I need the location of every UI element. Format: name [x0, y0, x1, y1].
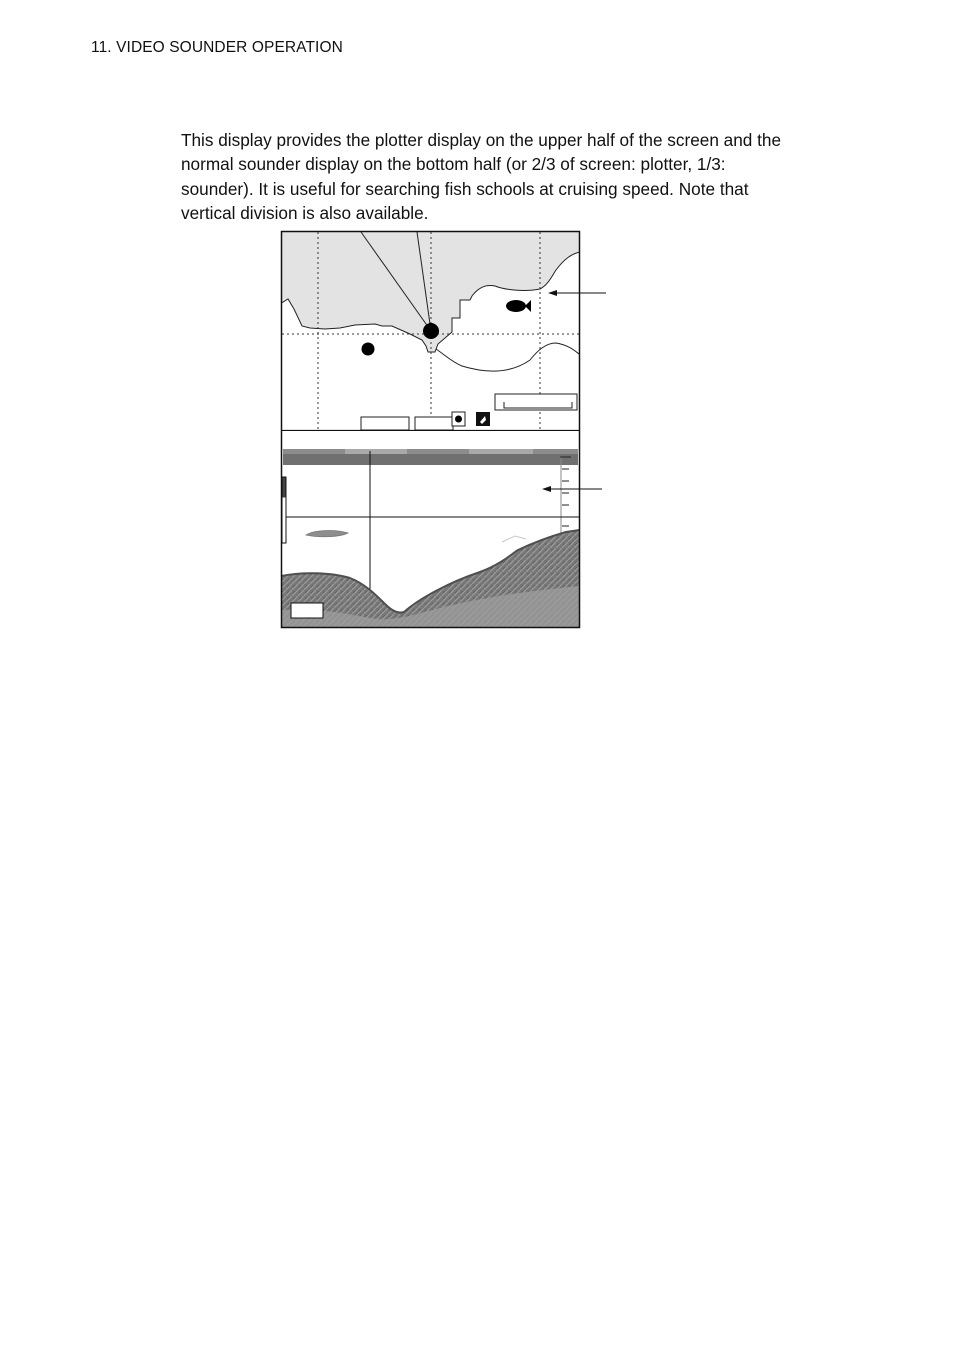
sounder-callout-arrow [542, 486, 602, 492]
plotter-callout-arrow [548, 290, 606, 296]
paragraph-line: This display provides the plotter display on the upper half of the screen and the [181, 130, 782, 150]
page-header: 11. VIDEO SOUNDER OPERATION [91, 39, 343, 56]
paragraph-line: sounder). It is useful for searching fish schools at cruising speed. Note that [181, 178, 749, 199]
paragraph-line: vertical division is also available. [181, 202, 429, 223]
paragraph-line: normal sounder display on the bottom half (or 2/3 of screen: plotter, 1/3: [181, 154, 726, 175]
